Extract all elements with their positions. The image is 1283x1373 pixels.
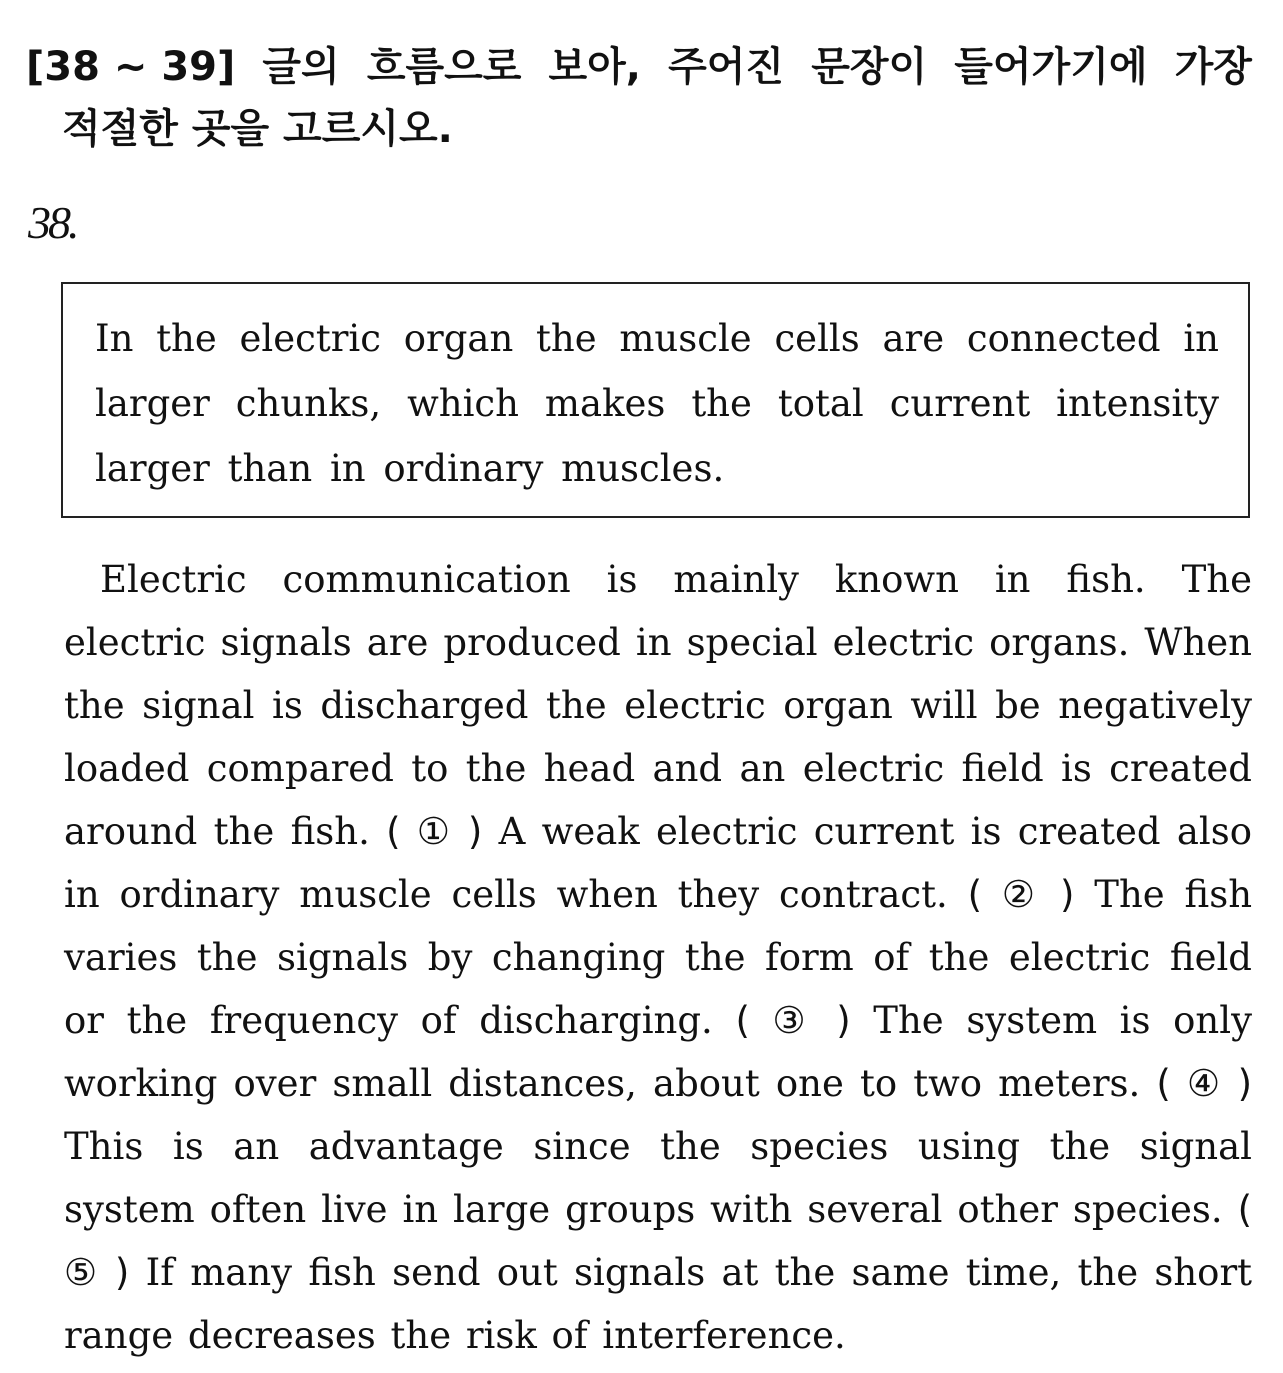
question-number: 38. <box>28 197 77 248</box>
instruction-word: 가장 <box>1174 44 1252 90</box>
instruction-line-1 <box>26 36 1252 98</box>
instruction-word: 주어진 <box>668 44 785 90</box>
passage-segment: A weak electric current is created also in ordinary muscle cells when they contract. <box>64 810 1253 916</box>
passage <box>64 548 1252 1367</box>
insertion-marker-1: ( ① ) <box>386 810 483 853</box>
instruction-word: 문장이 <box>811 44 928 90</box>
passage-segment: The fish varies the signals by changing the form of the electric field or the frequency of discharging. <box>64 873 1253 1042</box>
instruction-line-2: 적절한 곳을 고르시오. <box>62 106 453 152</box>
passage-segment: Electric communication is mainly known in fish. The electric signals are produced in special electric organs. When the signal is discharged the electric organ will be negatively loaded compared to the head and an electric field is created around the fish. <box>64 558 1252 853</box>
passage-segment: The system is only working over small distances, about one to two meters. <box>64 999 1252 1105</box>
instruction-word: 보아, <box>548 44 642 90</box>
instruction-word: 들어가기에 <box>954 44 1148 90</box>
passage-segment: If many fish send out signals at the same time, the short range decreases the risk of interference. <box>64 1251 1253 1357</box>
instruction <box>26 36 1252 160</box>
question-range: [38 ~ 39] <box>26 44 236 90</box>
given-sentence: In the electric organ the muscle cells are connected in larger chunks, which makes the total current intensity larger than in ordinary muscles. <box>95 317 1219 490</box>
insertion-marker-4: ( ④ ) <box>1156 1062 1252 1105</box>
instruction-word: 흐름으로 <box>366 44 522 90</box>
instruction-word: 글의 <box>262 44 340 90</box>
insertion-marker-3: ( ③ ) <box>735 999 851 1042</box>
passage-segment: This is an advantage since the species using the signal system often live in large groups with several other species. <box>64 1125 1252 1231</box>
given-sentence-box <box>61 282 1250 518</box>
insertion-marker-5: ( ⑤ ) <box>64 1188 1252 1294</box>
insertion-marker-2: ( ② ) <box>967 873 1075 916</box>
